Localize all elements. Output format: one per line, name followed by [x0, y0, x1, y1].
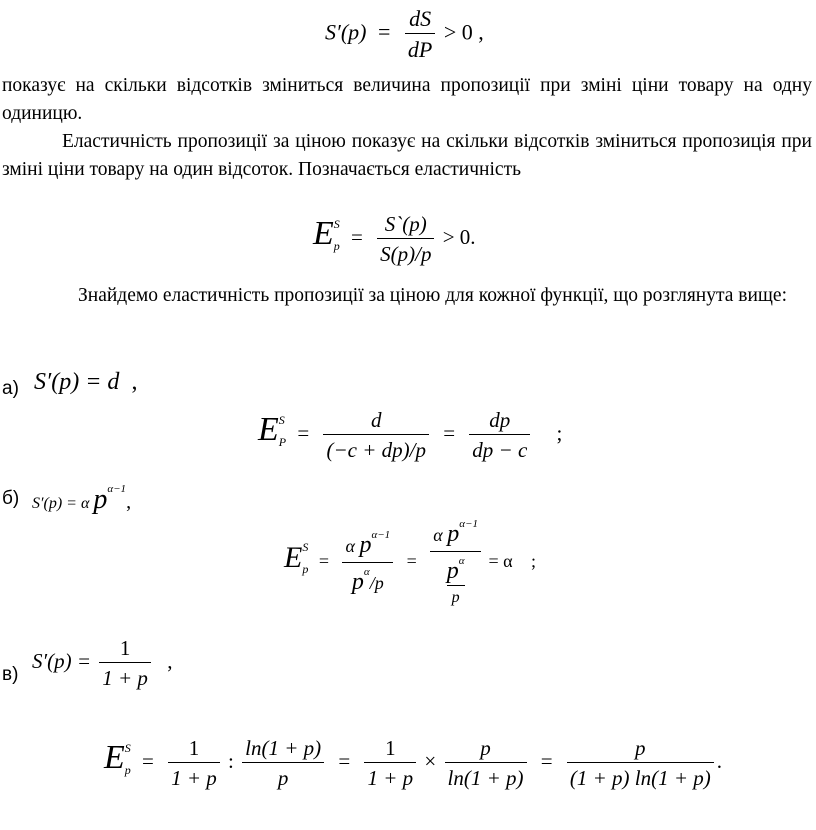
case-b-label: б): [2, 488, 20, 509]
case-a-derivative: S′(p) = d ,: [34, 369, 138, 395]
formula-derivative: S′(p) = $\frac{dS}{dP}$ > 0 ,: [325, 6, 484, 63]
paragraph-3: Знайдемо еластичність пропозиції за ціною для кожної функції, що розглянута вище:: [78, 285, 787, 306]
case-c-elasticity: $E^S_p$ = $\frac{1}{1 + p}$ : $\frac{\ln(1 + p)}{p}$ = $\frac{1}{1 + p}$ × $\frac{p}{\ln(1 + p)}$ = $\frac{p}{(1 + p) \ln(1 + p)}$ .: [104, 736, 722, 791]
fraction-ds-dp: $\frac{dS}{dP}$: [405, 6, 435, 63]
case-c-label: в): [2, 664, 19, 685]
paragraph-2: Еластичність пропозиції за ціною показує на скільки відсотків зміниться пропозиція при зміні ціни товару на один відсоток. Позначається еластичність: [2, 131, 812, 180]
case-a-elasticity: $E^S_P$ = $\frac{d}{(-c + dp)/p}$ = $\frac{dp}{dp - c}$ ;: [258, 408, 563, 463]
formula-lhs: S′(p): [325, 19, 367, 45]
case-a-label: а): [2, 378, 19, 399]
case-b-derivative: S′(p) = α $p^{\alpha-1}$,: [32, 483, 132, 515]
formula-elasticity: $E^S_p$ = $\frac{S`(p)}{S(p)/p}$ > 0.: [313, 212, 476, 267]
fraction-elasticity: $\frac{S`(p)}{S(p)/p}$: [377, 212, 434, 266]
paragraph-1: показує на скільки відсотків зміниться величина пропозиції при зміні ціни товару на одну одиницю.: [2, 75, 812, 124]
case-b-elasticity: $E^S_p$ = $\frac{\alpha p^{\alpha-1}}{p^\alpha/p}$ = α $p^{\alpha-1}$ $p^\alpha$ p = α ;: [284, 518, 537, 607]
case-c-derivative: S′(p) = $\frac{1}{1 + p}$ ,: [32, 636, 173, 691]
